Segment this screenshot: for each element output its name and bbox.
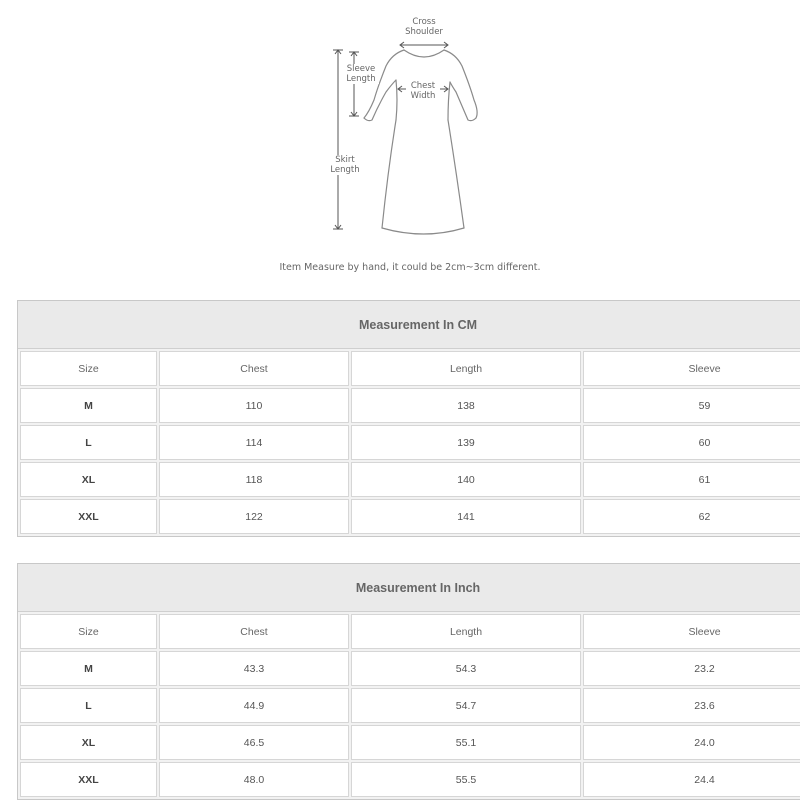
table-cell-chest: 48.0: [159, 762, 349, 797]
neckline-shape: [404, 50, 444, 57]
sleeve-length-label: Sleeve Length: [343, 64, 379, 84]
table-cell-sleeve: 62: [583, 499, 800, 534]
table-title: Measurement In CM: [18, 301, 800, 349]
bodice-left: [396, 80, 397, 120]
table-cell-sleeve: 24.0: [583, 725, 800, 760]
right-sleeve-outer: [444, 50, 477, 118]
size-cell: XL: [20, 462, 157, 497]
table-cell-sleeve: 59: [583, 388, 800, 423]
column-header-length: Length: [351, 351, 581, 386]
table-title: Measurement In Inch: [18, 564, 800, 612]
size-cell: L: [20, 425, 157, 460]
table-cell-sleeve: 60: [583, 425, 800, 460]
column-header-chest: Chest: [159, 614, 349, 649]
cross-shoulder-label: Cross Shoulder: [405, 17, 443, 37]
size-cell: XXL: [20, 762, 157, 797]
column-header-size: Size: [20, 351, 157, 386]
table-cell-length: 141: [351, 499, 581, 534]
dress-outline-illustration: [0, 0, 800, 255]
table-grid: [18, 612, 800, 799]
column-header-sleeve: Sleeve: [583, 351, 800, 386]
left-sleeve-inner: [364, 80, 396, 121]
size-table-cm: [17, 300, 800, 537]
size-table-inch: [17, 563, 800, 800]
left-sleeve-outer: [364, 50, 404, 118]
table-cell-chest: 46.5: [159, 725, 349, 760]
table-cell-length: 54.7: [351, 688, 581, 723]
skirt-length-label: Skirt Length: [327, 155, 363, 175]
table-cell-length: 54.3: [351, 651, 581, 686]
skirt-right: [448, 120, 464, 228]
size-cell: XXL: [20, 499, 157, 534]
column-header-size: Size: [20, 614, 157, 649]
table-cell-sleeve: 24.4: [583, 762, 800, 797]
table-cell-length: 55.1: [351, 725, 581, 760]
column-header-length: Length: [351, 614, 581, 649]
table-cell-chest: 44.9: [159, 688, 349, 723]
bodice-right: [448, 82, 450, 120]
table-cell-chest: 110: [159, 388, 349, 423]
size-cell: L: [20, 688, 157, 723]
measure-disclaimer: Item Measure by hand, it could be 2cm~3cm different.: [279, 262, 541, 273]
right-sleeve-inner: [450, 82, 476, 121]
dress-measurement-diagram: [0, 0, 800, 255]
table-cell-length: 140: [351, 462, 581, 497]
skirt-left: [382, 120, 396, 228]
table-cell-sleeve: 61: [583, 462, 800, 497]
table-cell-sleeve: 23.6: [583, 688, 800, 723]
table-cell-chest: 122: [159, 499, 349, 534]
table-cell-chest: 43.3: [159, 651, 349, 686]
table-grid: [18, 349, 800, 536]
table-cell-sleeve: 23.2: [583, 651, 800, 686]
table-cell-length: 55.5: [351, 762, 581, 797]
table-cell-chest: 118: [159, 462, 349, 497]
size-cell: M: [20, 651, 157, 686]
size-cell: XL: [20, 725, 157, 760]
size-cell: M: [20, 388, 157, 423]
table-cell-length: 139: [351, 425, 581, 460]
chest-width-label: Chest Width: [406, 81, 440, 101]
column-header-chest: Chest: [159, 351, 349, 386]
table-cell-chest: 114: [159, 425, 349, 460]
column-header-sleeve: Sleeve: [583, 614, 800, 649]
skirt-hem: [382, 228, 464, 234]
table-cell-length: 138: [351, 388, 581, 423]
